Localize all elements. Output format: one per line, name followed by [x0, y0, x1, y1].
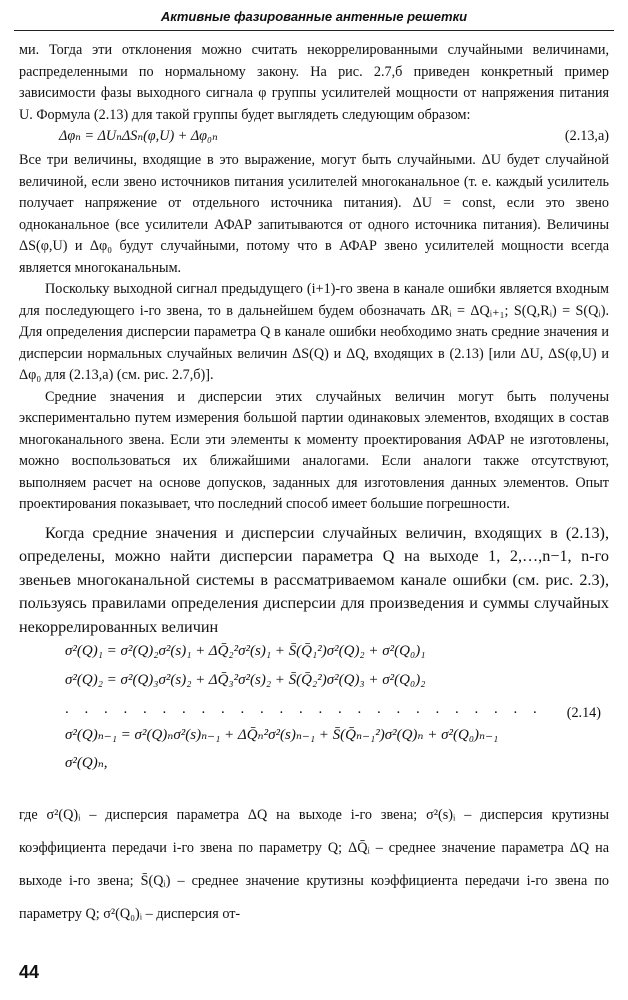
- paragraph-1: ми. Тогда эти отклонения можно считать некоррелированными случайными величинами, распределенными по нормальному закону. На рис. 2.7,б приведен конкретный пример зависимости фазы выходного сигнала φ группы усилителей мощности от напряжения питания U. Формула (2.13) для такой группы будет выглядеть следующим образом:: [19, 42, 609, 123]
- formula-2-13a-number: (2.13,а): [564, 128, 609, 144]
- formula-2-14-line-1: σ²(Q)₁ = σ²(Q)₂σ²(s)₁ + ΔQ̄₂²σ²(s)₁ + S̄(Q̄₁²)σ²(Q)₂ + σ²(Q₀)₁: [65, 643, 426, 659]
- formula-2-14-line-2: σ²(Q)₂ = σ²(Q)₃σ²(s)₂ + ΔQ̄₃²σ²(s)₂ + S̄(Q̄₂²)σ²(Q)₃ + σ²(Q₀)₂: [65, 672, 426, 688]
- formula-2-14-line-n-minus-1: σ²(Q)ₙ₋₁ = σ²(Q)ₙσ²(s)ₙ₋₁ + ΔQ̄ₙ²σ²(s)ₙ₋₁ + S̄(Q̄ₙ₋₁²)σ²(Q)ₙ + σ²(Q₀)ₙ₋₁: [65, 727, 499, 743]
- definitions-paragraph: где σ²(Q)ᵢ – дисперсия параметра ΔQ на выходе i-го звена; σ²(s)ᵢ – дисперсия крутизны коэффициента передачи i-го звена по параметру Q; ΔQ̄ᵢ – среднее значение параметра ΔQ на выходе i-го звена; S̄(Qᵢ) – среднее значение крутизны коэффициента передачи i-го звена по параметру Q; σ²(Q₀)ᵢ – дисперсия от-: [19, 807, 609, 922]
- formula-2-13a-expression: Δφₙ = ΔUₙΔSₙ(φ,U) + Δφ₀ₙ: [59, 128, 218, 144]
- paragraph-4: Средние значения и дисперсии этих случайных величин могут быть получены экспериментально путем измерения большой партии одинаковых элементов, входящих в состав многоканального звена. Если эти элементы к моменту проектирования АФАР не изготовлены, можно воспользоваться их ближайшими аналогами. Если аналоги также отсутствуют, выполняем расчет на основе допусков, заданных для изготовления данных элементов. Опыт проектирования показывает, что последний способ имеет большие погрешности.: [19, 388, 609, 512]
- running-header: [14, 4, 614, 31]
- formula-2-13a: [19, 126, 609, 150]
- paragraph-2: Все три величины, входящие в это выражение, могут быть случайными. ΔU будет случайной величиной, если звено источников питания усилителей многоканальное (т. е. каждый усилитель получает напряжение от отдельного источника питания). ΔU = const, если это звено одноканальное (все усилители АФАР запитываются от одного источника питания). Величины ΔS(φ,U) и Δφ₀ будут случайными, потому что в АФАР звено усилителей мощности всегда является многоканальным.: [19, 152, 609, 276]
- formula-2-14-number: (2.14): [566, 705, 601, 721]
- paragraph-5: Когда средние значения и дисперсии случайных величин, входящих в (2.13), определены, можно найти дисперсии параметра Q на выходе 1, 2,…,n−1, n-го звеньев многоканальной системы в рассматриваемом канале ошибки (см. рис. 2.3), пользуясь правилами определения дисперсии для произведения и суммы случайных некоррелированных величин: [19, 523, 609, 636]
- page-body: [19, 40, 609, 931]
- running-header-title: Активные фазированные антенные решетки: [160, 9, 468, 24]
- page-number: 44: [19, 962, 40, 982]
- formula-2-14: [19, 643, 609, 789]
- formula-2-14-line-n: σ²(Q)ₙ,: [65, 755, 108, 771]
- formula-2-14-dots: . . . . . . . . . . . . . . . . . . . . . . . . .: [65, 701, 543, 717]
- paragraph-3: Поскольку выходной сигнал предыдущего (i+1)-го звена в канале ошибки является входным для последующего i-го звена, то в дальнейшем будем обозначать ΔRᵢ = ΔQᵢ₊₁; S(Q,Rᵢ) = S(Qᵢ). Для определения дисперсии параметра Q в канале ошибки необходимо знать средние значения и дисперсии нормальных случайных величин ΔS(Q) и ΔQ, входящих в (2.13) [или ΔU, ΔS(φ,U) и Δφ₀ для (2.13,а) (см. рис. 2.7,б)].: [19, 281, 609, 383]
